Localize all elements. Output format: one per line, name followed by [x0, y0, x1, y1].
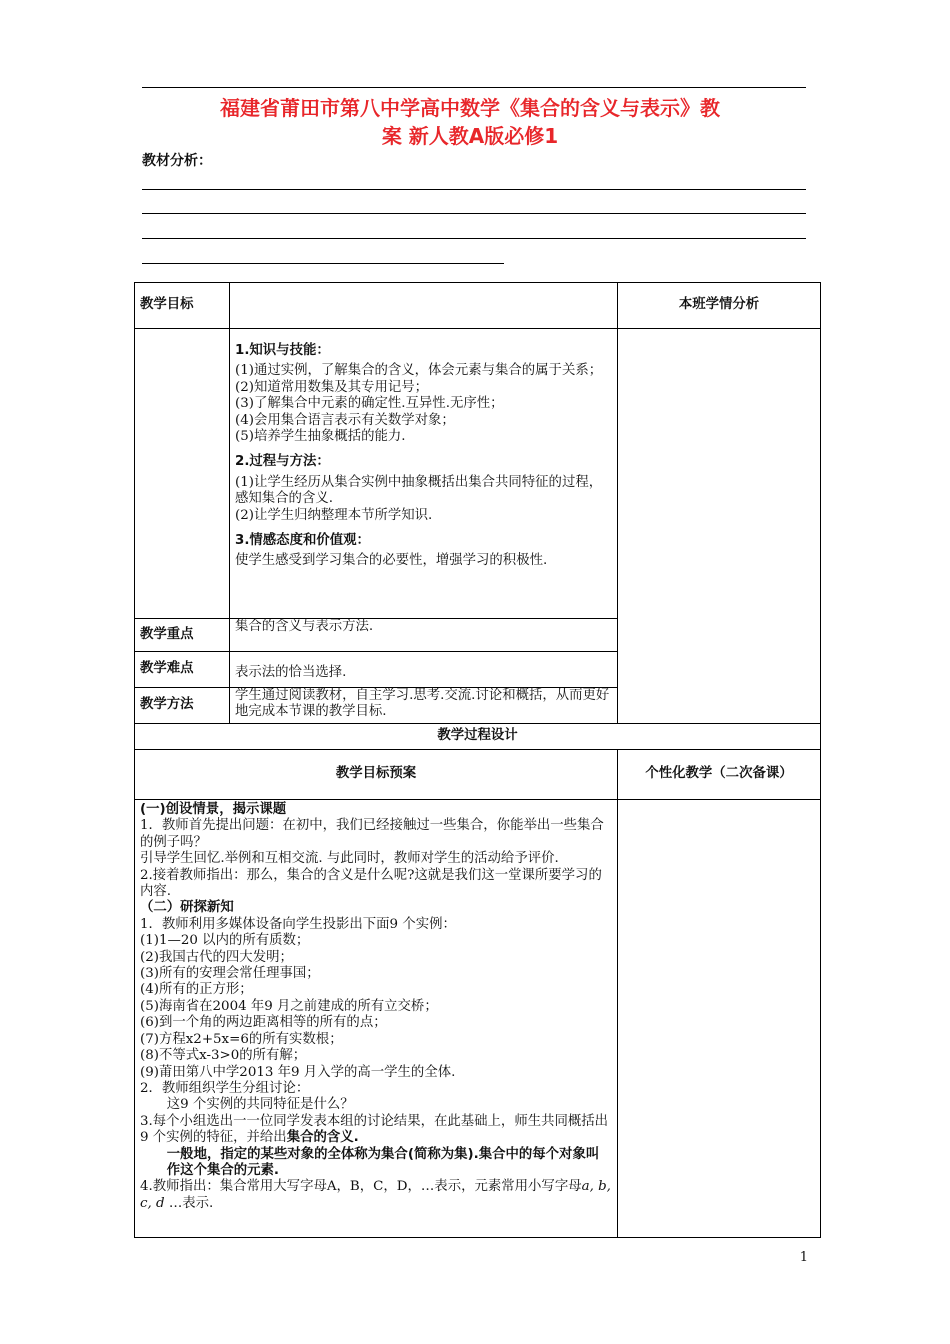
- paragraph-text: …表示.: [164, 1195, 214, 1211]
- method-text: 学生通过阅读教材，自主学习.思考.交流.讨论和概括，从而更好地完成本节课的教学目标.: [230, 688, 618, 724]
- paragraph: 1．教师利用多媒体设备向学生投影出下面9 个实例：: [140, 916, 456, 932]
- paragraph: [140, 1179, 612, 1212]
- difficulty-label: 教学难点: [135, 652, 230, 688]
- goal-item: (2)让学生归纳整理本节所学知识.: [235, 507, 433, 523]
- blank-line-2: [142, 213, 806, 214]
- process-content-row: [135, 800, 821, 1238]
- paragraph: 2.接着教师指出：那么，集合的含义是什么呢?这就是我们这一堂课所要学习的内容.: [140, 867, 602, 900]
- plan-header-row: [135, 750, 821, 800]
- personal-teaching-header: 个性化教学（二次备课）: [618, 750, 821, 800]
- example-item: (5)海南省在2004 年9 月之前建成的所有立交桥；: [140, 998, 438, 1014]
- paragraph: 1．教师首先提出问题：在初中，我们已经接触过一些集合，你能举出一些集合的例子吗？: [140, 818, 604, 850]
- section-heading: (一)创设情景，揭示课题: [140, 802, 287, 817]
- goals-row: [135, 329, 821, 619]
- goal-section-3-title: 3.情感态度和价值观：: [235, 533, 370, 549]
- top-rule: [142, 87, 806, 88]
- lesson-plan-table: [134, 282, 821, 1238]
- key-point-text: 集合的含义与表示方法.: [230, 619, 618, 652]
- goals-left-blank: [135, 329, 230, 619]
- material-analysis-label: 教材分析：: [142, 153, 212, 169]
- paragraph: 2．教师组织学生分组讨论：: [140, 1080, 310, 1096]
- goal-item: (4)会用集合语言表示有关数学对象；: [235, 412, 455, 428]
- example-item: (2)我国古代的四大发明；: [140, 949, 293, 965]
- section-heading: （二）研探新知: [140, 900, 234, 916]
- plan-header: 教学目标预案: [135, 750, 618, 800]
- goal-header-blank: [230, 283, 618, 329]
- page-number: 1: [799, 1250, 808, 1265]
- paragraph-text: 3.每个小组选出一一位同学发表本组的讨论结果，在此基础上，师生共同概括出9 个实例的特征，并给出: [140, 1113, 609, 1146]
- header-row: [135, 283, 821, 329]
- goal-section-1-title: 1.知识与技能：: [235, 343, 330, 358]
- lowercase-letters: a, b, c, d: [140, 1179, 611, 1211]
- paragraph-text: 4.教师指出：集合常用大写字母A，B，C，D，…表示，元素常用小写字母: [140, 1179, 582, 1195]
- title-line-1: 福建省莆田市第八中学高中数学《集合的含义与表示》教: [220, 96, 720, 120]
- blank-line-3: [142, 238, 806, 239]
- key-point-label: 教学重点: [135, 619, 230, 652]
- paragraph: 引导学生回忆.举例和互相交流. 与此同时，教师对学生的活动给予评价.: [140, 851, 559, 867]
- goal-header: 教学目标: [135, 283, 230, 329]
- class-analysis-header: 本班学情分析: [618, 283, 821, 329]
- goal-item: (1)通过实例，了解集合的含义，体会元素与集合的属于关系；: [235, 363, 603, 379]
- set-definition: 一般地，指定的某些对象的全体称为集合(简称为集).集合中的每个对象叫作这个集合的元素.: [166, 1146, 600, 1178]
- example-item: (8)不等式x-3>0的所有解；: [140, 1048, 307, 1064]
- goal-item: (2)知道常用数集及其专用记号；: [235, 379, 429, 395]
- goal-item: (5)培养学生抽象概括的能力.: [235, 429, 406, 445]
- set-meaning-emphasis: 集合的含义.: [286, 1130, 359, 1146]
- class-analysis-content: [618, 329, 821, 724]
- goal-item: (3)了解集合中元素的确定性.互异性.无序性；: [235, 396, 504, 412]
- example-item: (1)1—20 以内的所有质数；: [140, 933, 310, 949]
- example-item: (3)所有的安理会常任理事国；: [140, 966, 320, 982]
- goal-item: (1)让学生经历从集合实例中抽象概括出集合共同特征的过程，感知集合的含义.: [235, 474, 603, 507]
- difficulty-text: 表示法的恰当选择.: [230, 652, 618, 688]
- example-item: (4)所有的正方形；: [140, 982, 253, 998]
- process-content: [135, 800, 618, 1238]
- goals-content: [230, 329, 618, 619]
- example-item: (9)莆田第八中学2013 年9 月入学的高一学生的全体.: [140, 1064, 456, 1080]
- process-header: 教学过程设计: [135, 724, 821, 750]
- example-item: (6)到一个角的两边距离相等的所有的点；: [140, 1015, 387, 1031]
- example-item: (7)方程x2+5x=6的所有实数根；: [140, 1031, 343, 1047]
- blank-line-4: [142, 263, 504, 264]
- page-title: [140, 94, 800, 150]
- title-line-2: 案 新人教A版必修1: [381, 124, 559, 148]
- paragraph: 这9 个实例的共同特征是什么？: [166, 1097, 354, 1113]
- paragraph: [140, 1114, 612, 1147]
- personal-teaching-content: [618, 800, 821, 1238]
- blank-line-1: [142, 189, 806, 190]
- process-header-row: [135, 724, 821, 750]
- method-label: 教学方法: [135, 688, 230, 724]
- goal-item: 使学生感受到学习集合的必要性，增强学习的积极性.: [235, 553, 548, 569]
- goal-section-2-title: 2.过程与方法：: [235, 454, 330, 470]
